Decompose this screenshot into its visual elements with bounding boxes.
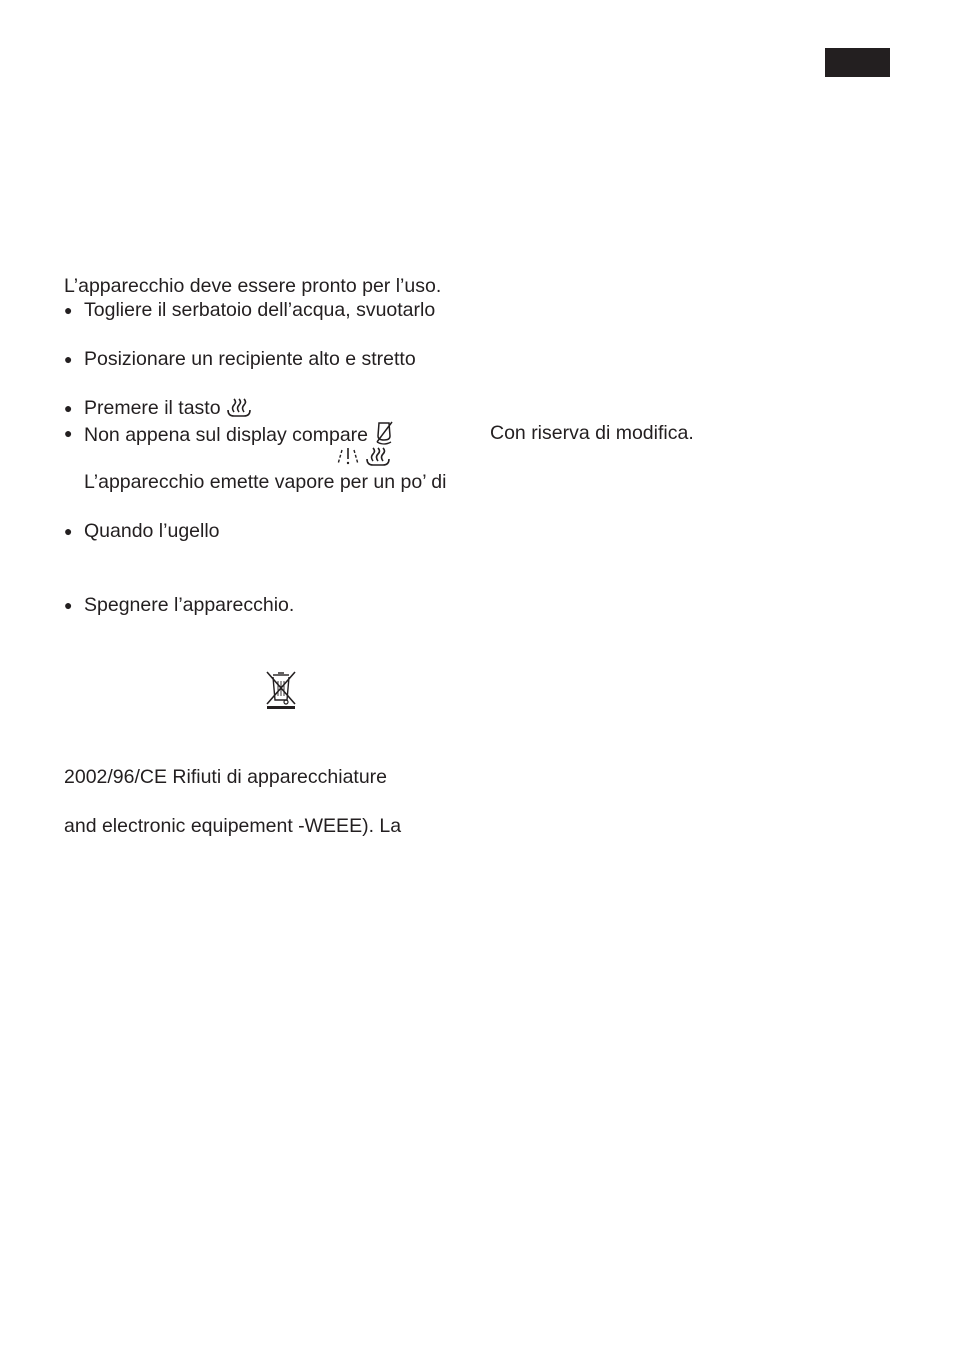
steam-icon xyxy=(226,398,252,418)
step-display-shows-text: Non appena sul display compare xyxy=(84,424,369,446)
crossed-bin-icon xyxy=(264,670,298,716)
step-steam-output: L’apparecchio emette vapore per un po’ di xyxy=(84,471,447,493)
descale-icon xyxy=(373,421,395,445)
step-press-button xyxy=(84,396,252,420)
step-place-container: Posizionare un recipiente alto e stretto xyxy=(84,348,416,370)
bullet: ● xyxy=(64,425,73,441)
disposal-weee-text: and electronic equipement -WEEE). La xyxy=(64,815,402,837)
step-switch-off: Spegnere l’apparecchio. xyxy=(84,594,295,616)
intro-text: L’apparecchio deve essere pronto per l’uso. xyxy=(64,275,442,297)
step-remove-tank: Togliere il serbatoio dell’acqua, svuotarlo xyxy=(84,299,436,321)
disposal-directive-text: 2002/96/CE Rifiuti di apparecchiature xyxy=(64,766,388,788)
bullet: ● xyxy=(64,597,73,613)
modification-notice: Con riserva di modifica. xyxy=(490,422,694,444)
page-tab-marker xyxy=(825,48,890,77)
bullet: ● xyxy=(64,351,73,367)
step-nozzle: Quando l’ugello xyxy=(84,520,220,542)
bullet: ● xyxy=(64,302,73,318)
step-press-button-text: Premere il tasto xyxy=(84,397,221,419)
display-icons xyxy=(336,446,396,470)
step-display-shows xyxy=(84,421,395,447)
bullet: ● xyxy=(64,523,73,539)
bullet: ● xyxy=(64,400,73,416)
